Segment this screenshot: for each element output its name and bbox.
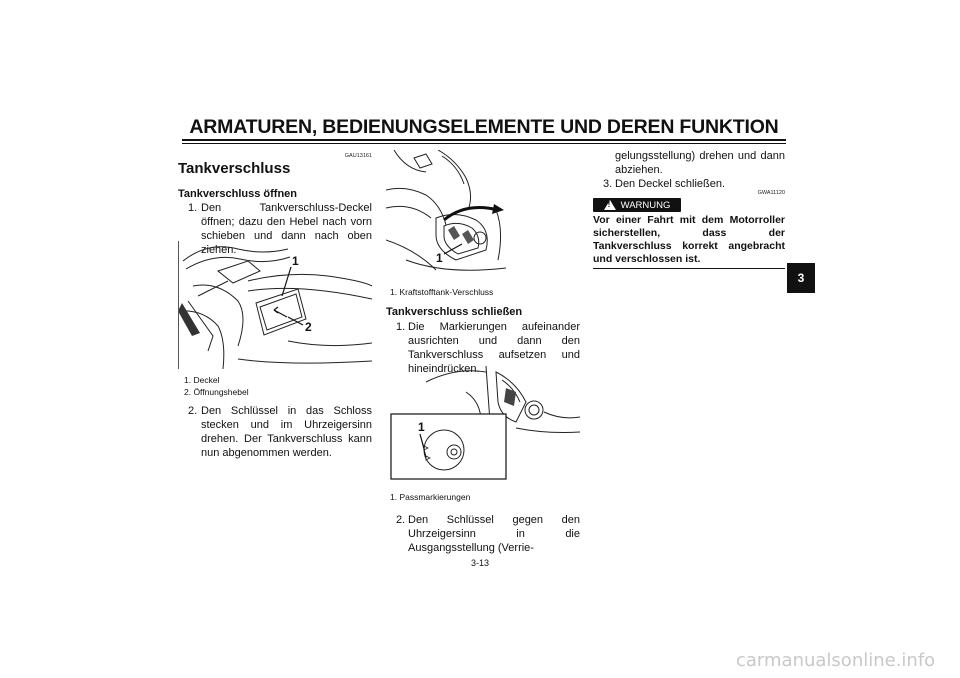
chapter-tab: 3 [787,263,815,293]
warning-label: WARNUNG [620,199,671,211]
watermark: carmanualsonline.info [736,650,936,671]
section-title: Tankverschluss [178,160,291,177]
caption-fuel-cap: 1. Kraftstofftank-Verschluss [390,287,494,297]
warning-rule [593,268,785,269]
step-number: 2. [396,514,406,526]
callout-marks: 1 [418,420,425,434]
page-number: 3-13 [470,558,489,568]
step-number: 1. [396,321,406,333]
callout-fuel-cap: 1 [436,251,443,265]
fuel-cap-figure [386,150,506,278]
warning-code: GWA11120 [757,190,785,196]
header-rule-thin [182,143,786,144]
step-text: Den Tankverschluss-Deckel öffnen; dazu den Hebel nach vorn schieben und dann nach oben ziehen. [201,202,372,256]
section-code: GAU13161 [344,153,372,159]
step-number: 3. [603,178,613,190]
fuel-lid-figure [178,241,372,369]
page-header-title: ARMATUREN, BEDIENUNGSELEMENTE UND DEREN FUNKTION [189,116,779,138]
alignment-marks-figure [386,362,580,482]
step-close-2-continued [593,149,785,177]
step-text: gelungsstellung) drehen und dann abziehen. [615,150,785,176]
warning-text: Vor einer Fahrt mit dem Motorroller sicherstellen, dass der Tankverschluss korrekt angebracht und verschlossen ist. [593,214,785,265]
caption-marks: 1. Passmarkierungen [390,492,471,502]
step-text: Die Markierungen aufeinander ausrichten und dann den Tankverschluss aufsetzen und hineindrücken. [408,321,580,375]
callout-2: 2 [305,320,312,334]
figure-border-left [178,241,179,369]
step-number: 2. [188,405,198,417]
subheading-open: Tankverschluss öffnen [178,188,297,200]
subheading-close: Tankverschluss schließen [386,306,523,318]
caption-lid: 1. Deckel [184,375,220,385]
caption-lever: 2. Öffnungshebel [184,387,249,397]
step-text: Den Deckel schließen. [615,178,726,190]
warning-badge [593,198,681,212]
step-close-2 [386,513,580,555]
warning-triangle-icon: ! [604,200,616,210]
step-text: Den Schlüssel gegen den Uhrzeigersinn in die Ausgangsstellung (Verrie- [408,514,580,554]
header-rule [182,139,786,141]
step-text: Den Schlüssel in das Schloss stecken und im Uhrzeigersinn drehen. Der Tankverschluss kann nun abgenommen werden. [201,405,372,459]
step-number: 1. [188,202,198,214]
step-open-2 [178,404,372,460]
callout-1: 1 [292,254,299,268]
step-close-3 [593,177,785,191]
